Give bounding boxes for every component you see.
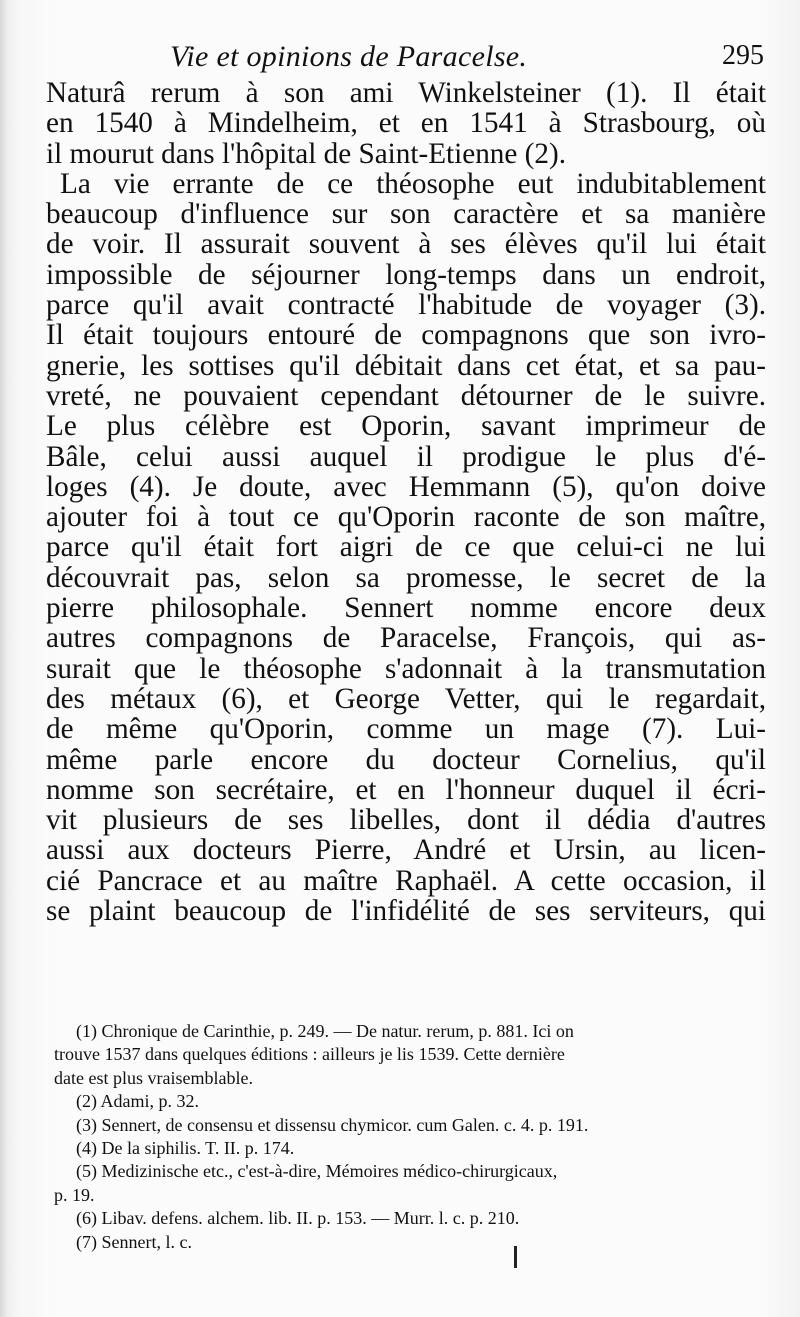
ink-mark (514, 1246, 517, 1268)
text-line: vit plusieurs de ses libelles, dont il dédia d'autres (46, 804, 766, 837)
text-line: se plaint beaucoup de l'infidélité de ses serviteurs, qui (46, 895, 766, 928)
body-text (46, 78, 766, 926)
text-line: ajouter foi à tout ce qu'Oporin raconte de son maître, (46, 501, 766, 534)
footnotes (54, 1020, 766, 1254)
text-line: aussi aux docteurs Pierre, André et Ursin, au licen- (46, 834, 766, 867)
text-line: parce qu'il était fort aigri de ce que celui-ci ne lui (46, 531, 766, 564)
text-line: Bâle, celui aussi auquel il prodigue le plus d'é- (46, 440, 766, 473)
text-line: Il était toujours entouré de compagnons que son ivro- (46, 319, 766, 352)
text-line: nomme son secrétaire, et en l'honneur duquel il écri- (46, 773, 766, 806)
text-line: il mourut dans l'hôpital de Saint-Etienne (2). (46, 137, 566, 170)
text-line: vreté, ne pouvaient cependant détourner de le suivre. (46, 379, 766, 412)
footnote-line: (1) Chronique de Carinthie, p. 249. — De natur. rerum, p. 881. Ici on (76, 1021, 574, 1041)
text-line: même parle encore du docteur Cornelius, qu'il (46, 743, 766, 776)
text-line: Le plus célèbre est Oporin, savant imprimeur de (46, 410, 766, 443)
text-line: gnerie, les sottises qu'il débitait dans cet état, et sa pau- (46, 349, 766, 382)
text-line: La vie errante de ce théosophe eut indubitablement (60, 167, 766, 200)
page-header (40, 40, 770, 80)
text-line: beaucoup d'influence sur son caractère et sa manière (46, 198, 766, 231)
footnote-line: (6) Libav. defens. alchem. lib. II. p. 153. — Murr. l. c. p. 210. (76, 1208, 520, 1229)
text-line: découvrait pas, selon sa promesse, le secret de la (46, 561, 766, 594)
footnote-line: (4) De la siphilis. T. II. p. 174. (76, 1138, 295, 1159)
footnote-line: (2) Adami, p. 32. (76, 1091, 199, 1112)
text-line: des métaux (6), et George Vetter, qui le regardait, (46, 682, 766, 715)
text-line: parce qu'il avait contracté l'habitude de voyager (3). (46, 289, 766, 322)
text-line: de même qu'Oporin, comme un mage (7). Lui- (46, 713, 766, 746)
text-line: impossible de séjourner long-temps dans un endroit, (46, 258, 766, 291)
text-line: pierre philosophale. Sennert nomme encore deux (46, 592, 766, 625)
running-title: Vie et opinions de Paracelse. (170, 40, 528, 73)
footnote-line: (3) Sennert, de consensu et dissensu chymicor. cum Galen. c. 4. p. 191. (76, 1114, 589, 1135)
footnote-line: date est plus vraisemblable. (54, 1067, 253, 1088)
footnote-line: (5) Medizinische etc., c'est-à-dire, Mémoires médico-chirurgicaux, (76, 1161, 558, 1182)
text-line: Naturâ rerum à son ami Winkelsteiner (1). Il était (46, 77, 766, 109)
text-line: autres compagnons de Paracelse, François, qui as- (46, 622, 766, 655)
footnote-line: trouve 1537 dans quelques éditions : ailleurs je lis 1539. Cette dernière (54, 1044, 565, 1065)
text-line: de voir. Il assurait souvent à ses élèves qu'il lui était (46, 228, 766, 261)
page-number: 295 (722, 40, 764, 71)
footnote-line: p. 19. (54, 1184, 95, 1205)
text-line: loges (4). Je doute, avec Hemmann (5), qu'on doive (46, 470, 766, 503)
text-line: surait que le théosophe s'adonnait à la transmutation (46, 652, 766, 685)
text-line: cié Pancrace et au maître Raphaël. A cette occasion, il (46, 864, 766, 897)
text-line: en 1540 à Mindelheim, et en 1541 à Strasbourg, où (46, 107, 766, 140)
footnote-line: (7) Sennert, l. c. (76, 1231, 192, 1252)
